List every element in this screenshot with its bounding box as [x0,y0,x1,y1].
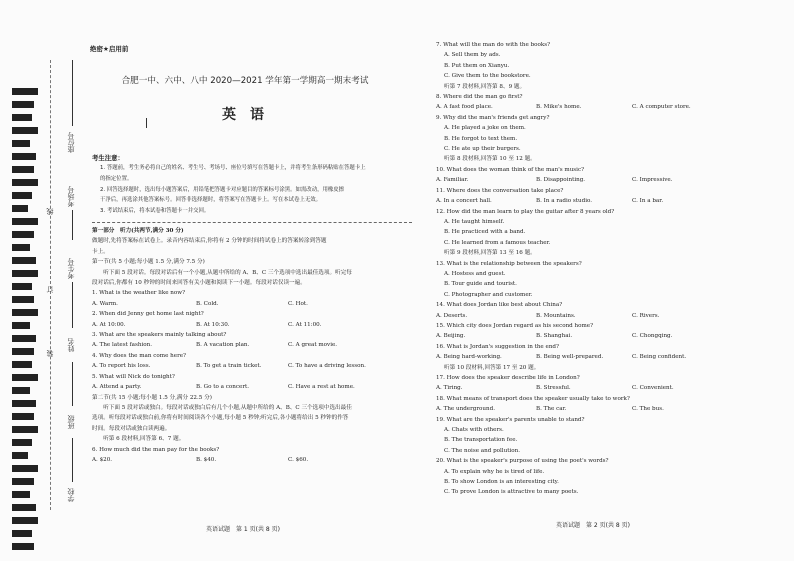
binding-bar [12,361,32,368]
answer-option[interactable]: B. Disappointing. [536,177,586,184]
answer-option[interactable]: C. Impressive. [632,177,673,184]
text-line: 第二节(共 15 小题;每小题 1.5 分,满分 22.5 分) [92,394,212,401]
answer-option[interactable]: A. The latest fashion. [92,342,153,349]
text-line: A. Sell them by ads. [444,52,501,59]
option-row [436,175,766,185]
left-column [92,226,412,465]
footer-left: 英语试题 第 1 页(共 8 页) [206,526,280,533]
binding-bar [12,88,38,95]
subject-title: 英语 [222,107,278,123]
binding-bar [12,114,32,121]
binding-bar [12,127,38,134]
binding-bar [12,426,38,433]
question: 17. How does the speaker describe life in London? [436,375,580,381]
answer-option[interactable]: C. The bus. [632,406,664,413]
text-line: 听第 10 段材料,回答第 17 至 20 题。 [444,364,540,371]
note-line: 3. 考试结束后，将本试卷和答题卡一并交回。 [100,208,210,215]
binding-label-school: 学校 [67,488,75,502]
answer-option[interactable]: A. To report his loss. [92,363,151,370]
exam-title: 合肥一中、六中、八中 2020—2021 学年第一学期高一期末考试 [121,76,369,86]
binding-bar [12,192,32,199]
answer-option[interactable]: A. Deserts. [436,312,468,319]
right-column [436,40,766,498]
option-row [436,196,766,206]
binding-mark-order: 订 [46,286,54,293]
text-line: B. The transportation fee. [444,437,518,444]
answer-option[interactable]: C. Convenient. [632,385,674,392]
binding-mark-bind: 装 [46,350,54,357]
answer-option[interactable]: A. Warm. [92,300,118,307]
text-line: 做题时,先将答案标在试卷上。录音内容结束后,你将有 2 分钟的时间将试卷上的答案转涂到答题 [92,238,327,245]
binding-bar [12,543,34,550]
answer-option[interactable]: B. At 10:30. [196,321,230,328]
binding-bar [12,101,34,108]
question: 11. Where does the conversation take place? [436,187,564,194]
room-underline [72,210,73,240]
binding-label-examinee: 考生号 [67,258,75,279]
answer-option[interactable]: A. $20. [92,456,113,463]
text-line: C. He ate up their burgers. [444,146,521,153]
binding-bar [12,231,34,238]
answer-option[interactable]: C. Being confident. [632,354,687,361]
answer-option[interactable]: B. Go to a concert. [196,384,250,391]
answer-option[interactable]: A. Tiring. [436,385,463,392]
text-line: 时间。每段对话或独白读两遍。 [92,425,171,432]
answer-option[interactable]: C. Chongqing. [632,333,673,340]
text-line: 第一节(共 5 小题;每小题 1.5 分,满分 7.5 分) [92,259,205,266]
answer-option[interactable]: C. A great movie. [288,342,338,349]
binding-bar [12,413,34,420]
question: 14. What does Jordan like best about China? [436,302,563,309]
question: 19. What are the speaker's parents unable to stand? [436,416,585,423]
answer-option[interactable]: C. $60. [288,456,309,463]
option-row [92,299,412,309]
question: 9. Why did the man's friends get angry? [436,114,550,121]
text-line: C. He learned from a famous teacher. [444,239,551,246]
binding-bar [12,530,32,537]
answer-option[interactable]: B. The car. [536,406,567,413]
binding-bar [12,205,28,212]
binding-bar [12,140,30,147]
text-line: B. Put them on Xianyu. [444,62,510,69]
note-line: 干净后，再选涂其他答案标号。回答非选择题时，将答案写在答题卡上。写在本试卷上无效。 [100,197,322,204]
option-row [92,382,412,392]
answer-option[interactable]: C. At 11:00. [288,321,322,328]
text-line: A. He taught himself. [444,218,505,225]
question: 18. What means of transport does the speaker usually take to work? [436,395,630,402]
binding-bar [12,296,34,303]
answer-option[interactable]: B. $40. [196,456,217,463]
answer-option[interactable]: B. A vacation plan. [196,342,250,349]
answer-option[interactable]: C. A computer store. [632,104,691,111]
text-line: B. He practiced with a band. [444,229,526,236]
text-line: 段对话后,你都有 10 秒钟的时间来回答有关小题和阅读下一小题。每段对话仅读一遍。 [92,280,306,287]
seat-underline [72,60,73,126]
question: 12. How did the man learn to play the guitar after 8 years old? [436,208,615,215]
binding-label-room: 考场号 [67,186,75,207]
question: 3. What are the speakers mainly talking about? [92,332,227,339]
text-line: A. Chats with others. [444,427,504,434]
binding-bar [12,283,32,290]
text-line: C. To prove London is attractive to many poets. [444,489,579,496]
question: 5. What will Nick do tonight? [92,373,175,380]
binding-bar [12,153,36,160]
note-line: 2. 回答选择题时，选出每小题答案后，用铅笔把答题卡对应题目的答案标号涂黑。如需改动，用橡皮擦 [100,186,345,193]
text-line: 听第 8 段材料,回答第 10 至 12 题。 [444,156,536,163]
binding-mark-line: 线 [46,208,54,215]
binding-label-name: 姓名 [67,338,75,352]
answer-option[interactable]: B. Shanghai. [536,333,573,340]
answer-option[interactable]: B. Stressful. [536,385,571,392]
answer-option[interactable]: C. Have a rest at home. [288,384,355,391]
text-line: C. Give them to the bookstore. [444,73,531,80]
note-line: 的指定位置。 [100,175,133,182]
text-line: 听第 7 段材料,回答第 8、9 题。 [444,83,526,90]
footer-right: 英语试题 第 2 页(共 8 页) [556,522,630,529]
question: 10. What does the woman think of the man's music? [436,166,585,173]
answer-option[interactable]: B. Mountains. [536,312,576,319]
text-line: A. He played a joke on them. [444,125,526,132]
question: 8. Where did the man go first? [436,94,523,101]
binding-bar [12,374,38,381]
text-line: 选项。听每段对话或独白前,你将有时间阅读各个小题,每小题 5 秒钟;听完后,各小题将给出 5 秒钟的作答 [92,415,349,422]
answer-option[interactable]: A. In a concert hall. [436,198,492,205]
answer-option[interactable]: A. A fast food place. [436,104,493,111]
option-row [436,311,766,321]
binding-bar [12,504,36,511]
binding-bar [12,491,30,498]
notes-list [100,163,410,217]
question: 16. What is Jordan's suggestion in the end? [436,343,560,350]
option-row [436,102,766,112]
answer-option[interactable]: A. Beijing. [436,333,466,340]
answer-option[interactable]: C. To have a driving lesson. [288,363,366,370]
binding-bar [12,270,38,277]
option-row [92,455,412,465]
question: 20. What is the speaker's purpose of using the poet's words? [436,458,609,465]
text-line: 听下面 5 段对话。每段对话后有一个小题,从题中所给的 A、B、C 三个选项中选出最佳选项。听完每 [92,269,352,276]
answer-option[interactable]: C. Rivers. [632,312,660,319]
binding-bar [12,244,30,251]
class-underline [72,438,73,482]
binding-label-class: 班级 [67,415,75,429]
option-row [92,340,412,350]
answer-option[interactable]: A. The underground. [436,406,495,413]
binding-bar [12,478,34,485]
binding-bar [12,309,38,316]
answer-option[interactable]: C. Hot. [288,300,308,307]
answer-option[interactable]: A. Familiar. [436,177,469,184]
binding-bar [12,400,36,407]
text-cursor [146,118,147,128]
section-divider [92,222,412,223]
text-line: C. The noise and pollution. [444,447,520,454]
option-row [436,404,766,414]
notes-heading: 考生注意： [92,154,124,162]
binding-bar [12,452,28,459]
option-row [436,352,766,362]
question: 1. What is the weather like now? [92,290,186,297]
secret-label: 绝密★启用前 [90,45,129,53]
answer-option[interactable]: B. To get a train ticket. [196,363,262,370]
text-line: B. To show London is an interesting city. [444,479,559,486]
answer-option[interactable]: B. In a radio studio. [536,198,593,205]
name-underline [72,362,73,406]
text-line: 听下面 5 段对话或独白。每段对话或独白后有几个小题,从题中所给的 A、B、C 三个选项中选出最佳 [92,404,352,411]
binding-bar [12,465,38,472]
text-line: A. Hostess and guest. [444,270,506,277]
text-line: B. Tour guide and tourist. [444,281,517,288]
question: 13. What is the relationship between the speakers? [436,260,582,267]
binding-label-seat: 座位号 [67,132,75,153]
answer-option[interactable]: B. Being well-prepared. [536,354,604,361]
note-line: 1. 答题前，考生务必将自己的姓名、考生号、考场号、座位号填写在答题卡上，并将考生条形码粘贴在答题卡上 [100,165,366,171]
binding-bar [12,322,30,329]
binding-bar [12,335,36,342]
option-row [92,320,412,330]
answer-option[interactable]: A. Being hard-working. [436,354,502,361]
option-row [92,361,412,371]
binding-bar [12,387,30,394]
binding-bar [12,179,38,186]
question: 15. Which city does Jordan regard as his second home? [436,322,594,329]
binding-bar [12,218,38,225]
text-line: 听第 6 段材料,回答第 6、7 题。 [92,436,185,443]
binding-cut-line [50,60,52,510]
question: 4. Why does the man come here? [92,352,187,359]
binding-bars [12,88,42,560]
text-line: 卡上。 [92,248,109,255]
answer-option[interactable]: B. Cold. [196,300,219,307]
text-line: 听第 9 段材料,回答第 13 至 16 题。 [444,250,536,257]
binding-bar [12,348,34,355]
text-line: A. To explain why he is tired of life. [444,468,545,475]
examinee-underline [72,282,73,328]
question: 7. What will the man do with the books? [436,42,551,48]
text-line: C. Photographer and customer. [444,291,533,298]
binding-bar [12,257,36,264]
option-row [436,331,766,341]
option-row [436,383,766,393]
binding-bar [12,166,34,173]
question: 2. When did Jenny get home last night? [92,311,204,318]
text-line: B. He forgot to text them. [444,135,518,142]
answer-option[interactable]: C. In a bar. [632,198,664,205]
question: 6. How much did the man pay for the books? [92,446,220,453]
text-line: 第一部分 听力(共两节,满分 30 分) [92,228,184,234]
answer-option[interactable]: B. Mike's home. [536,104,582,111]
answer-option[interactable]: A. Attend a party. [92,384,142,391]
answer-option[interactable]: A. At 10:00. [92,321,126,328]
binding-bar [12,517,38,524]
binding-bar [12,439,32,446]
